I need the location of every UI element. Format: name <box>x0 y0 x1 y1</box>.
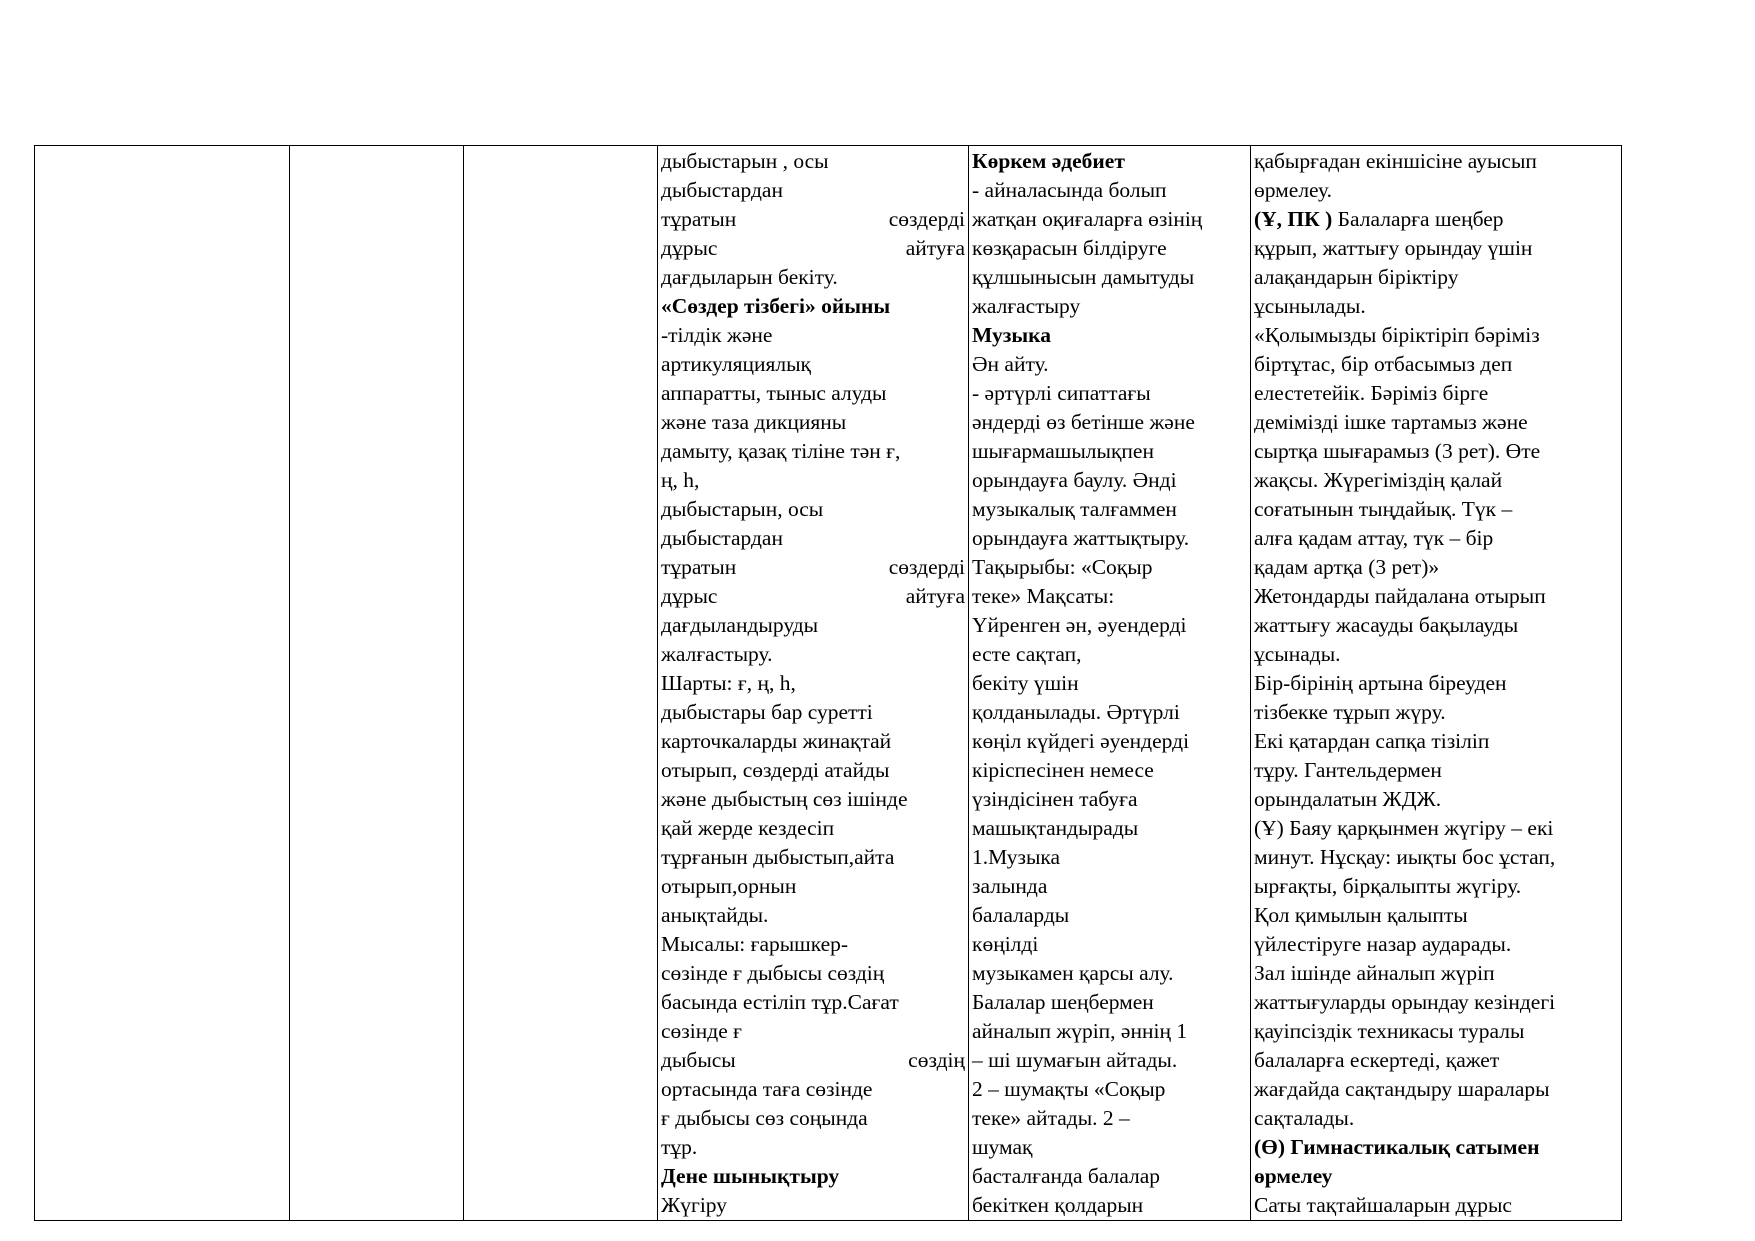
text-line: Саты тақтайшаларын дұрыс <box>1254 1193 1512 1217</box>
text-word: сөздерді <box>888 555 965 579</box>
text-line: жағдайда сақтандыру шаралары <box>1254 1077 1550 1101</box>
text-line: ортасында таға сөзінде <box>661 1077 873 1101</box>
text-line: өрмелеу. <box>1254 178 1333 202</box>
text-line: алға қадам аттау, түк – бір <box>1254 526 1494 550</box>
text-line: - әртүрлі сипаттағы <box>972 381 1151 405</box>
text-line-justified <box>661 205 965 234</box>
text-line: қай жерде кездесіп <box>661 816 835 840</box>
text-line: қолданылады. Әртүрлі <box>972 700 1180 724</box>
text-line: Мысалы: ғарышкер- <box>661 932 849 956</box>
text-line: тұрғанын дыбыстып,айта <box>661 845 895 869</box>
section-heading: Дене шынықтыру <box>661 1164 840 1188</box>
text-line: – ші шумағын айтады. <box>972 1048 1178 1072</box>
section-heading: Музыка <box>972 323 1051 347</box>
text-word: сөздің <box>908 1048 965 1072</box>
text-line: 2 – шумақты «Соқыр <box>972 1077 1166 1101</box>
lesson-plan-table <box>34 145 1622 1221</box>
text-line: балаларға ескертеді, қажет <box>1254 1048 1500 1072</box>
text-line: дағдыларын бекіту. <box>661 265 838 289</box>
text-line: музыкамен қарсы алу. <box>972 961 1174 985</box>
table-cell-literature-music <box>969 146 1251 1221</box>
text-line: ң, һ, <box>661 468 700 492</box>
text-line: жатқан оқиғаларға өзінің <box>972 207 1203 231</box>
text-line: дағдыландыруды <box>661 613 819 637</box>
text-line: қабырғадан екіншісіне ауысып <box>1254 149 1537 173</box>
text-line: ұсынады. <box>1254 642 1341 666</box>
text-line: дыбыстардан <box>661 526 783 550</box>
text-bold-segment: (Ұ, ПК ) <box>1254 207 1333 231</box>
table-cell-speech-activities <box>658 146 969 1221</box>
text-line: Ән айту. <box>972 352 1049 376</box>
section-heading: (Ө) Гимнастикалық сатымен <box>1254 1135 1540 1159</box>
text-line: кіріспесінен немесе <box>972 758 1154 782</box>
section-heading: өрмелеу <box>1254 1164 1333 1188</box>
section-heading: «Сөздер тізбегі» ойыны <box>661 294 891 318</box>
text-line: соғатынын тыңдайық. Түк – <box>1254 497 1513 521</box>
text-word: айтуға <box>905 236 965 260</box>
text-line: балаларды <box>972 903 1070 927</box>
text-line: Тақырыбы: «Соқыр <box>972 555 1153 579</box>
text-line: шығармашылықпен <box>972 439 1154 463</box>
text-line: жаттығу жасауды бақылауды <box>1254 613 1519 637</box>
text-line: қадам артқа (3 рет)» <box>1254 555 1440 579</box>
text-line: машықтандырады <box>972 816 1139 840</box>
text-word: айтуға <box>905 584 965 608</box>
text-line: сақталады. <box>1254 1106 1355 1130</box>
text-line: құрып, жаттығу орындау үшін <box>1254 236 1533 260</box>
text-word: дұрыс <box>661 584 718 608</box>
text-line: аппаратты, тыныс алуды <box>661 381 887 405</box>
text-line: тұру. Гантельдермен <box>1254 758 1442 782</box>
text-line: біртұтас, бір отбасымыз деп <box>1254 352 1513 376</box>
text-word: дұрыс <box>661 236 718 260</box>
text-line: есте сақтап, <box>972 642 1082 666</box>
table-row <box>35 146 1622 1221</box>
text-line: сөзінде ғ дыбысы сөздің <box>661 961 885 985</box>
table-cell-physical-education <box>1251 146 1622 1221</box>
text-line: дыбыстарын , осы <box>661 149 829 173</box>
text-line-justified <box>661 234 965 263</box>
text-line: жақсы. Жүрегіміздің қалай <box>1254 468 1503 492</box>
text-line: сөзінде ғ <box>661 1019 742 1043</box>
text-line: және дыбыстың сөз ішінде <box>661 787 908 811</box>
text-line: Жетондарды пайдалана отырып <box>1254 584 1546 608</box>
text-line-justified <box>661 1046 965 1075</box>
table-cell-empty-2 <box>290 146 464 1221</box>
text-line: Жүгіру <box>661 1193 728 1217</box>
text-line: Қол қимылын қалыпты <box>1254 903 1468 927</box>
text-line: «Қолымызды біріктіріп бәріміз <box>1254 323 1540 347</box>
text-line: -тілдік және <box>661 323 773 347</box>
text-line: ұсынылады. <box>1254 294 1366 318</box>
text-line: көңіл күйдегі әуендерді <box>972 729 1190 753</box>
text-line: - айналасында болып <box>972 178 1167 202</box>
text-line: Шарты: ғ, ң, һ, <box>661 671 796 695</box>
text-line: орындауға баулу. Әнді <box>972 468 1177 492</box>
text-line: үйлестіруге назар аударады. <box>1254 932 1512 956</box>
text-line: көзқарасын білдіруге <box>972 236 1167 260</box>
text-line: жалғастыру <box>972 294 1081 318</box>
text-line-justified <box>661 582 965 611</box>
text-line: дыбыстары бар суретті <box>661 700 873 724</box>
text-line: айналып жүріп, әннің 1 <box>972 1019 1188 1043</box>
text-line: дамыту, қазақ тіліне тән ғ, <box>661 439 901 463</box>
text-line: отырып,орнын <box>661 874 797 898</box>
table-cell-empty-3 <box>464 146 658 1221</box>
text-line-justified <box>661 553 965 582</box>
text-word: сөздерді <box>888 207 965 231</box>
text-line: демімізді ішке тартамыз және <box>1254 410 1528 434</box>
text-line: бекіткен қолдарын <box>972 1193 1144 1217</box>
text-line: отырып, сөздерді атайды <box>661 758 890 782</box>
text-line: жаттығуларды орындау кезіндегі <box>1254 990 1556 1014</box>
text-word: тұратын <box>661 555 737 579</box>
text-line: ырғақты, бірқалыпты жүгіру. <box>1254 874 1522 898</box>
text-line: құлшынысын дамытуды <box>972 265 1195 289</box>
text-line: 1.Музыка <box>972 845 1061 869</box>
text-line: Екі қатардан сапқа тізіліп <box>1254 729 1490 753</box>
table-cell-empty-1 <box>35 146 290 1221</box>
text-line <box>1254 205 1618 234</box>
text-line: шумақ <box>972 1135 1033 1159</box>
text-line: алақандарын біріктіру <box>1254 265 1459 289</box>
text-line: сыртқа шығарамыз (3 рет). Өте <box>1254 439 1541 463</box>
text-line: карточкаларды жинақтай <box>661 729 892 753</box>
text-line: және таза дикцияны <box>661 410 847 434</box>
text-line: минут. Нұсқау: иықты бос ұстап, <box>1254 845 1556 869</box>
text-line: тұр. <box>661 1135 698 1159</box>
text-line: Үйренген ән, әуендерді <box>972 613 1187 637</box>
text-line: көңілді <box>972 932 1039 956</box>
text-segment: Балаларға шеңбер <box>1332 207 1504 231</box>
text-line: Балалар шеңбермен <box>972 990 1154 1014</box>
text-line: (Ұ) Баяу қарқынмен жүгіру – екі <box>1254 816 1554 840</box>
text-line: теке» айтады. 2 – <box>972 1106 1130 1130</box>
section-heading: Көркем әдебиет <box>972 149 1125 173</box>
text-line: тізбекке тұрып жүру. <box>1254 700 1446 724</box>
text-line: ғ дыбысы сөз соңында <box>661 1106 868 1130</box>
text-line: орындауға жаттықтыру. <box>972 526 1190 550</box>
text-line: басында естіліп тұр.Сағат <box>661 990 899 1014</box>
text-line: дыбыстарын, осы <box>661 497 824 521</box>
text-line: артикуляциялық <box>661 352 811 376</box>
text-line: басталғанда балалар <box>972 1164 1161 1188</box>
text-line: залында <box>972 874 1048 898</box>
text-line: үзіндісінен табуға <box>972 787 1138 811</box>
text-line: музыкалық талғаммен <box>972 497 1177 521</box>
text-word: дыбысы <box>661 1048 736 1072</box>
text-line: бекіту үшін <box>972 671 1079 695</box>
text-line: қауіпсіздік техникасы туралы <box>1254 1019 1525 1043</box>
text-line: Бір-бірінің артына біреуден <box>1254 671 1507 695</box>
text-line: орындалатын ЖДЖ. <box>1254 787 1442 811</box>
text-line: теке» Мақсаты: <box>972 584 1115 608</box>
text-line: елестетейік. Бәріміз бірге <box>1254 381 1489 405</box>
text-line: жалғастыру. <box>661 642 773 666</box>
text-line: дыбыстардан <box>661 178 783 202</box>
text-line: Зал ішінде айналып жүріп <box>1254 961 1495 985</box>
text-line: әндерді өз бетінше және <box>972 410 1195 434</box>
text-line: анықтайды. <box>661 903 769 927</box>
text-word: тұратын <box>661 207 737 231</box>
